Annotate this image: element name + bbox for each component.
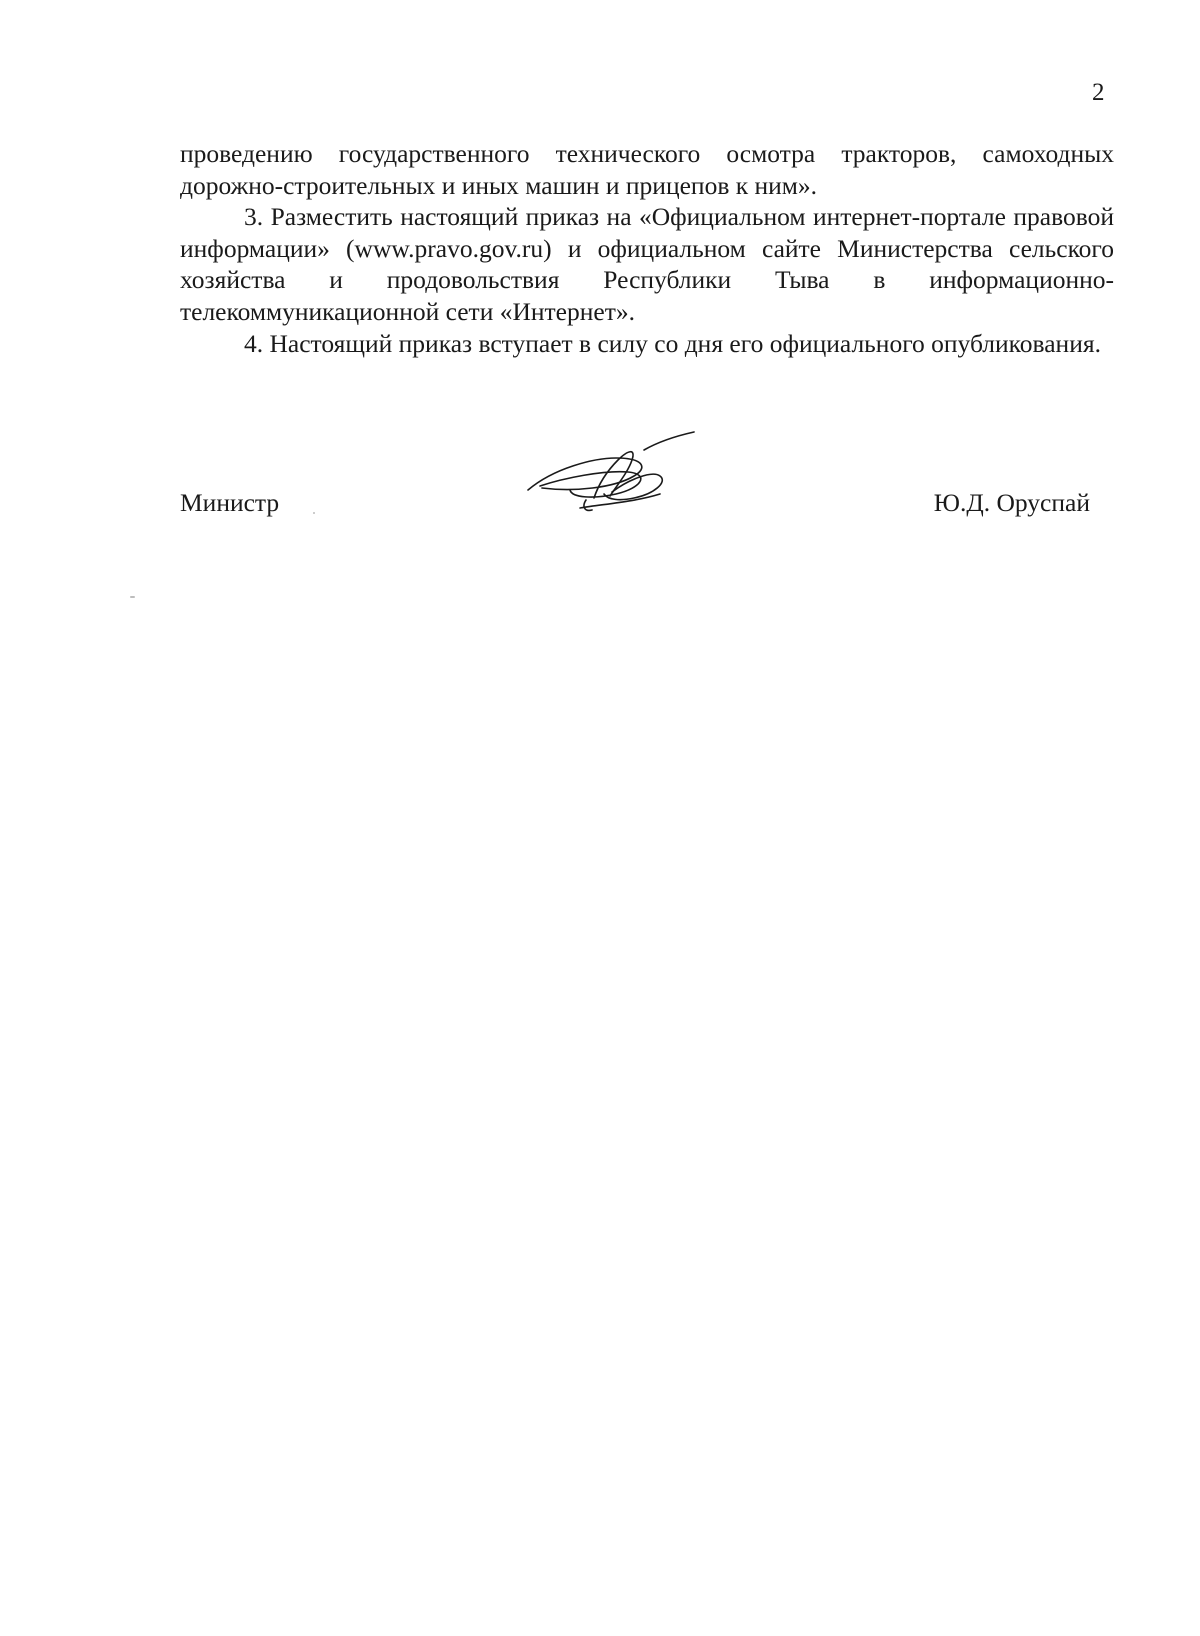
- paragraph-item-3: 3. Разместить настоящий приказ на «Официальном интернет-портале правовой информации» (www.pravo.gov.ru) и официальном сайте Министерства сельского хозяйства и продовольствия Республики Тыва в информационно-телекоммуникационной сети «Интернет».: [180, 202, 1114, 326]
- position-title: Министр: [180, 488, 280, 517]
- page-number: 2: [1092, 79, 1105, 106]
- signer-name: Ю.Д. Оруспай: [933, 488, 1090, 517]
- paragraph-continuation: проведению государственного технического осмотра тракторов, самоходных дорожно-строительных и иных машин и прицепов к ним».: [180, 139, 1114, 200]
- document-body: [180, 138, 1114, 359]
- handwritten-signature: [524, 428, 704, 528]
- paragraph-item-4: 4. Настоящий приказ вступает в силу со дня его официального опубликования.: [244, 328, 1101, 358]
- scan-speck: [130, 596, 135, 598]
- scan-speck: [313, 512, 315, 514]
